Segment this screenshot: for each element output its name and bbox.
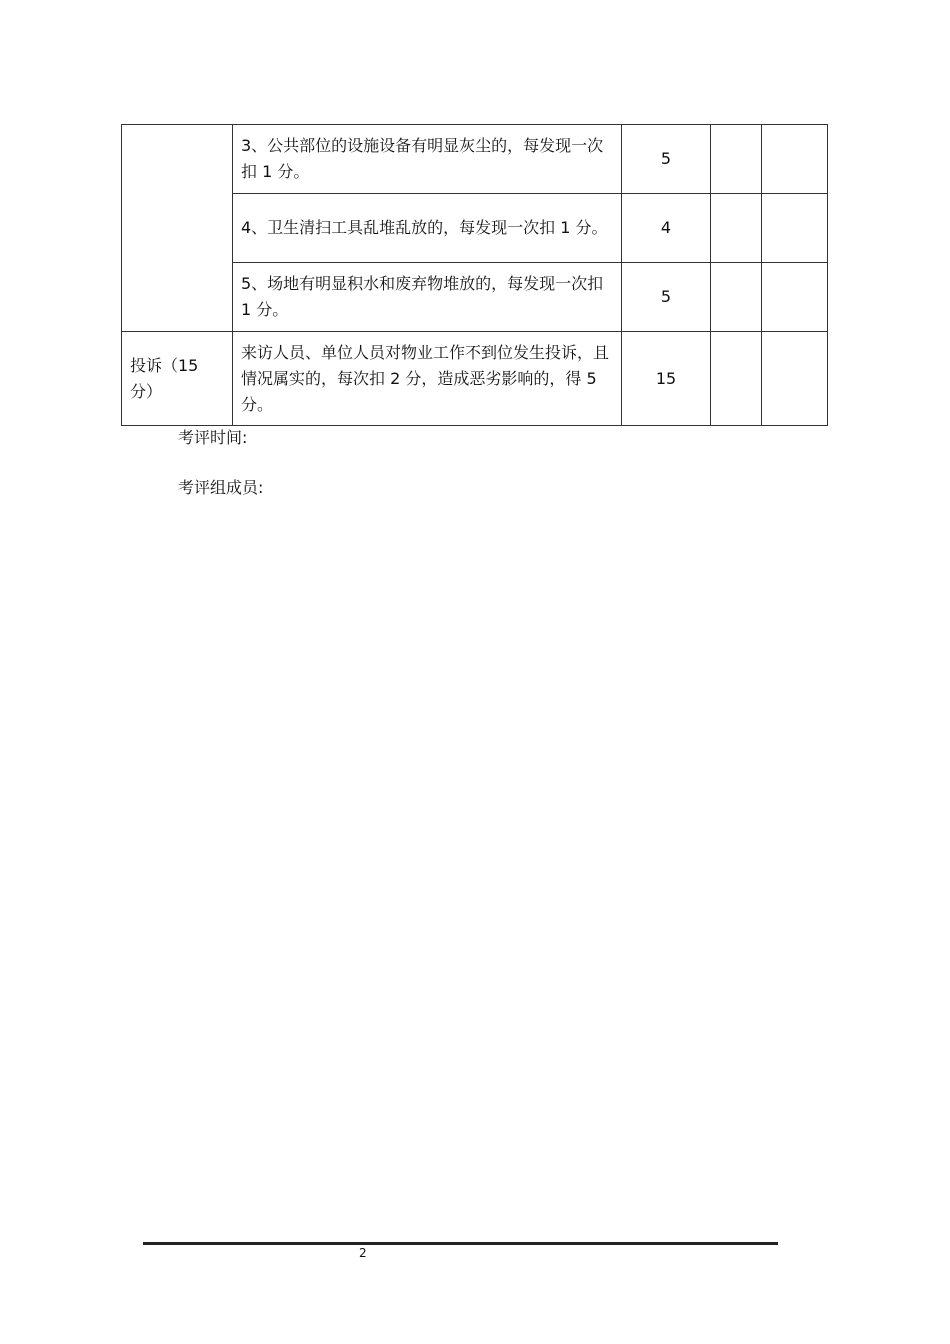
assessment-table bbox=[121, 124, 828, 426]
blank-cell bbox=[711, 263, 762, 332]
score-cell: 5 bbox=[622, 263, 711, 332]
table-row bbox=[122, 332, 828, 426]
score-cell: 5 bbox=[622, 125, 711, 194]
blank-cell bbox=[762, 263, 828, 332]
criteria-cell: 3、公共部位的设施设备有明显灰尘的，每发现一次扣 1 分。 bbox=[233, 125, 622, 194]
blank-cell bbox=[762, 194, 828, 263]
blank-cell bbox=[711, 194, 762, 263]
blank-cell bbox=[762, 332, 828, 426]
blank-cell bbox=[711, 332, 762, 426]
review-time-label: 考评时间: bbox=[178, 428, 248, 447]
score-cell: 15 bbox=[622, 332, 711, 426]
table-row bbox=[122, 125, 828, 194]
review-members-label: 考评组成员: bbox=[178, 478, 264, 497]
criteria-cell: 4、卫生清扫工具乱堆乱放的，每发现一次扣 1 分。 bbox=[233, 194, 622, 263]
blank-cell bbox=[711, 125, 762, 194]
footer-rule bbox=[143, 1242, 778, 1245]
criteria-cell: 来访人员、单位人员对物业工作不到位发生投诉，且情况属实的，每次扣 2 分，造成恶劣影响的，得 5 分。 bbox=[233, 332, 622, 426]
category-cell bbox=[122, 125, 233, 332]
category-cell: 投诉（15 分） bbox=[122, 332, 233, 426]
page-number: 2 bbox=[359, 1246, 367, 1260]
score-cell: 4 bbox=[622, 194, 711, 263]
criteria-cell: 5、场地有明显积水和废弃物堆放的，每发现一次扣 1 分。 bbox=[233, 263, 622, 332]
blank-cell bbox=[762, 125, 828, 194]
